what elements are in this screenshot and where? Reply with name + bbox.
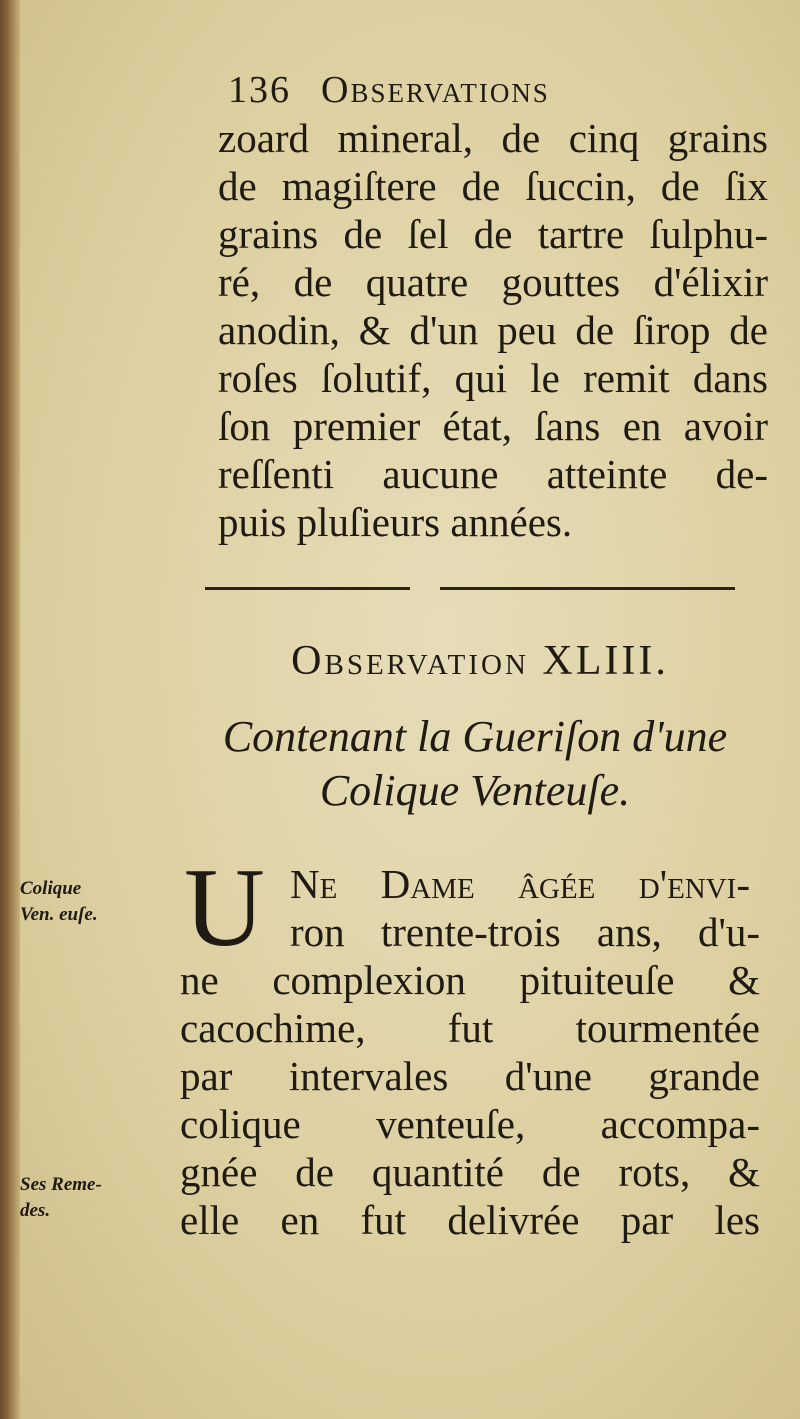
text-line: grains de ſel de tartre ſulphu- <box>218 211 768 257</box>
running-head <box>228 66 668 114</box>
text-line: roſes ſolutif, qui le remit dans <box>218 355 768 401</box>
section-rule-right <box>440 587 735 590</box>
paragraph-line: ne complexion pituiteuſe & <box>180 957 760 1003</box>
page-number: 136 <box>228 69 291 111</box>
observation-subtitle-line2: Colique Venteuſe. <box>319 766 631 815</box>
paragraph-line: colique venteuſe, accompa- <box>180 1101 760 1147</box>
observation-title: Observation XLIII. <box>291 638 669 684</box>
margin-note-remedies <box>20 1172 170 1224</box>
section-rule-left <box>205 587 410 590</box>
paragraph-line: par intervales d'une grande <box>180 1053 760 1099</box>
text-line: zoard mineral, de cinq grains <box>218 115 768 161</box>
text-line: anodin, & d'un peu de ſirop de <box>218 307 768 353</box>
text-line: reſſenti aucune atteinte de- <box>218 451 768 497</box>
paragraph-line: elle en fut delivrée par les <box>180 1197 760 1243</box>
running-title: Observations <box>321 69 550 111</box>
paragraph-line: gnée de quantité de rots, & <box>180 1149 760 1195</box>
page-gutter-edge <box>0 0 20 1419</box>
margin-note-topic <box>20 876 170 928</box>
observation-subtitle-line1: Contenant la Gueriſon d'une <box>222 712 728 761</box>
paragraph-line: cacochime, fut tourmentée <box>180 1005 760 1051</box>
paragraph-line: ron trente-trois ans, d'u- <box>290 909 760 955</box>
text-line: ré, de quatre gouttes d'élixir <box>218 259 768 305</box>
margin-note-line: Ven. euſe. <box>20 904 98 925</box>
text-line: ſon premier état, ſans en avoir <box>218 403 768 449</box>
paragraph-line: Ne Dame âgée d'envi- <box>290 861 750 907</box>
drop-cap: U <box>184 846 265 970</box>
text-line: de magiſtere de ſuccin, de ſix <box>218 163 768 209</box>
text-line-last: puis pluſieurs années. <box>218 499 573 545</box>
margin-note-line: Colique <box>20 878 82 899</box>
margin-note-line: des. <box>20 1200 51 1221</box>
margin-note-line: Ses Reme- <box>20 1174 102 1195</box>
